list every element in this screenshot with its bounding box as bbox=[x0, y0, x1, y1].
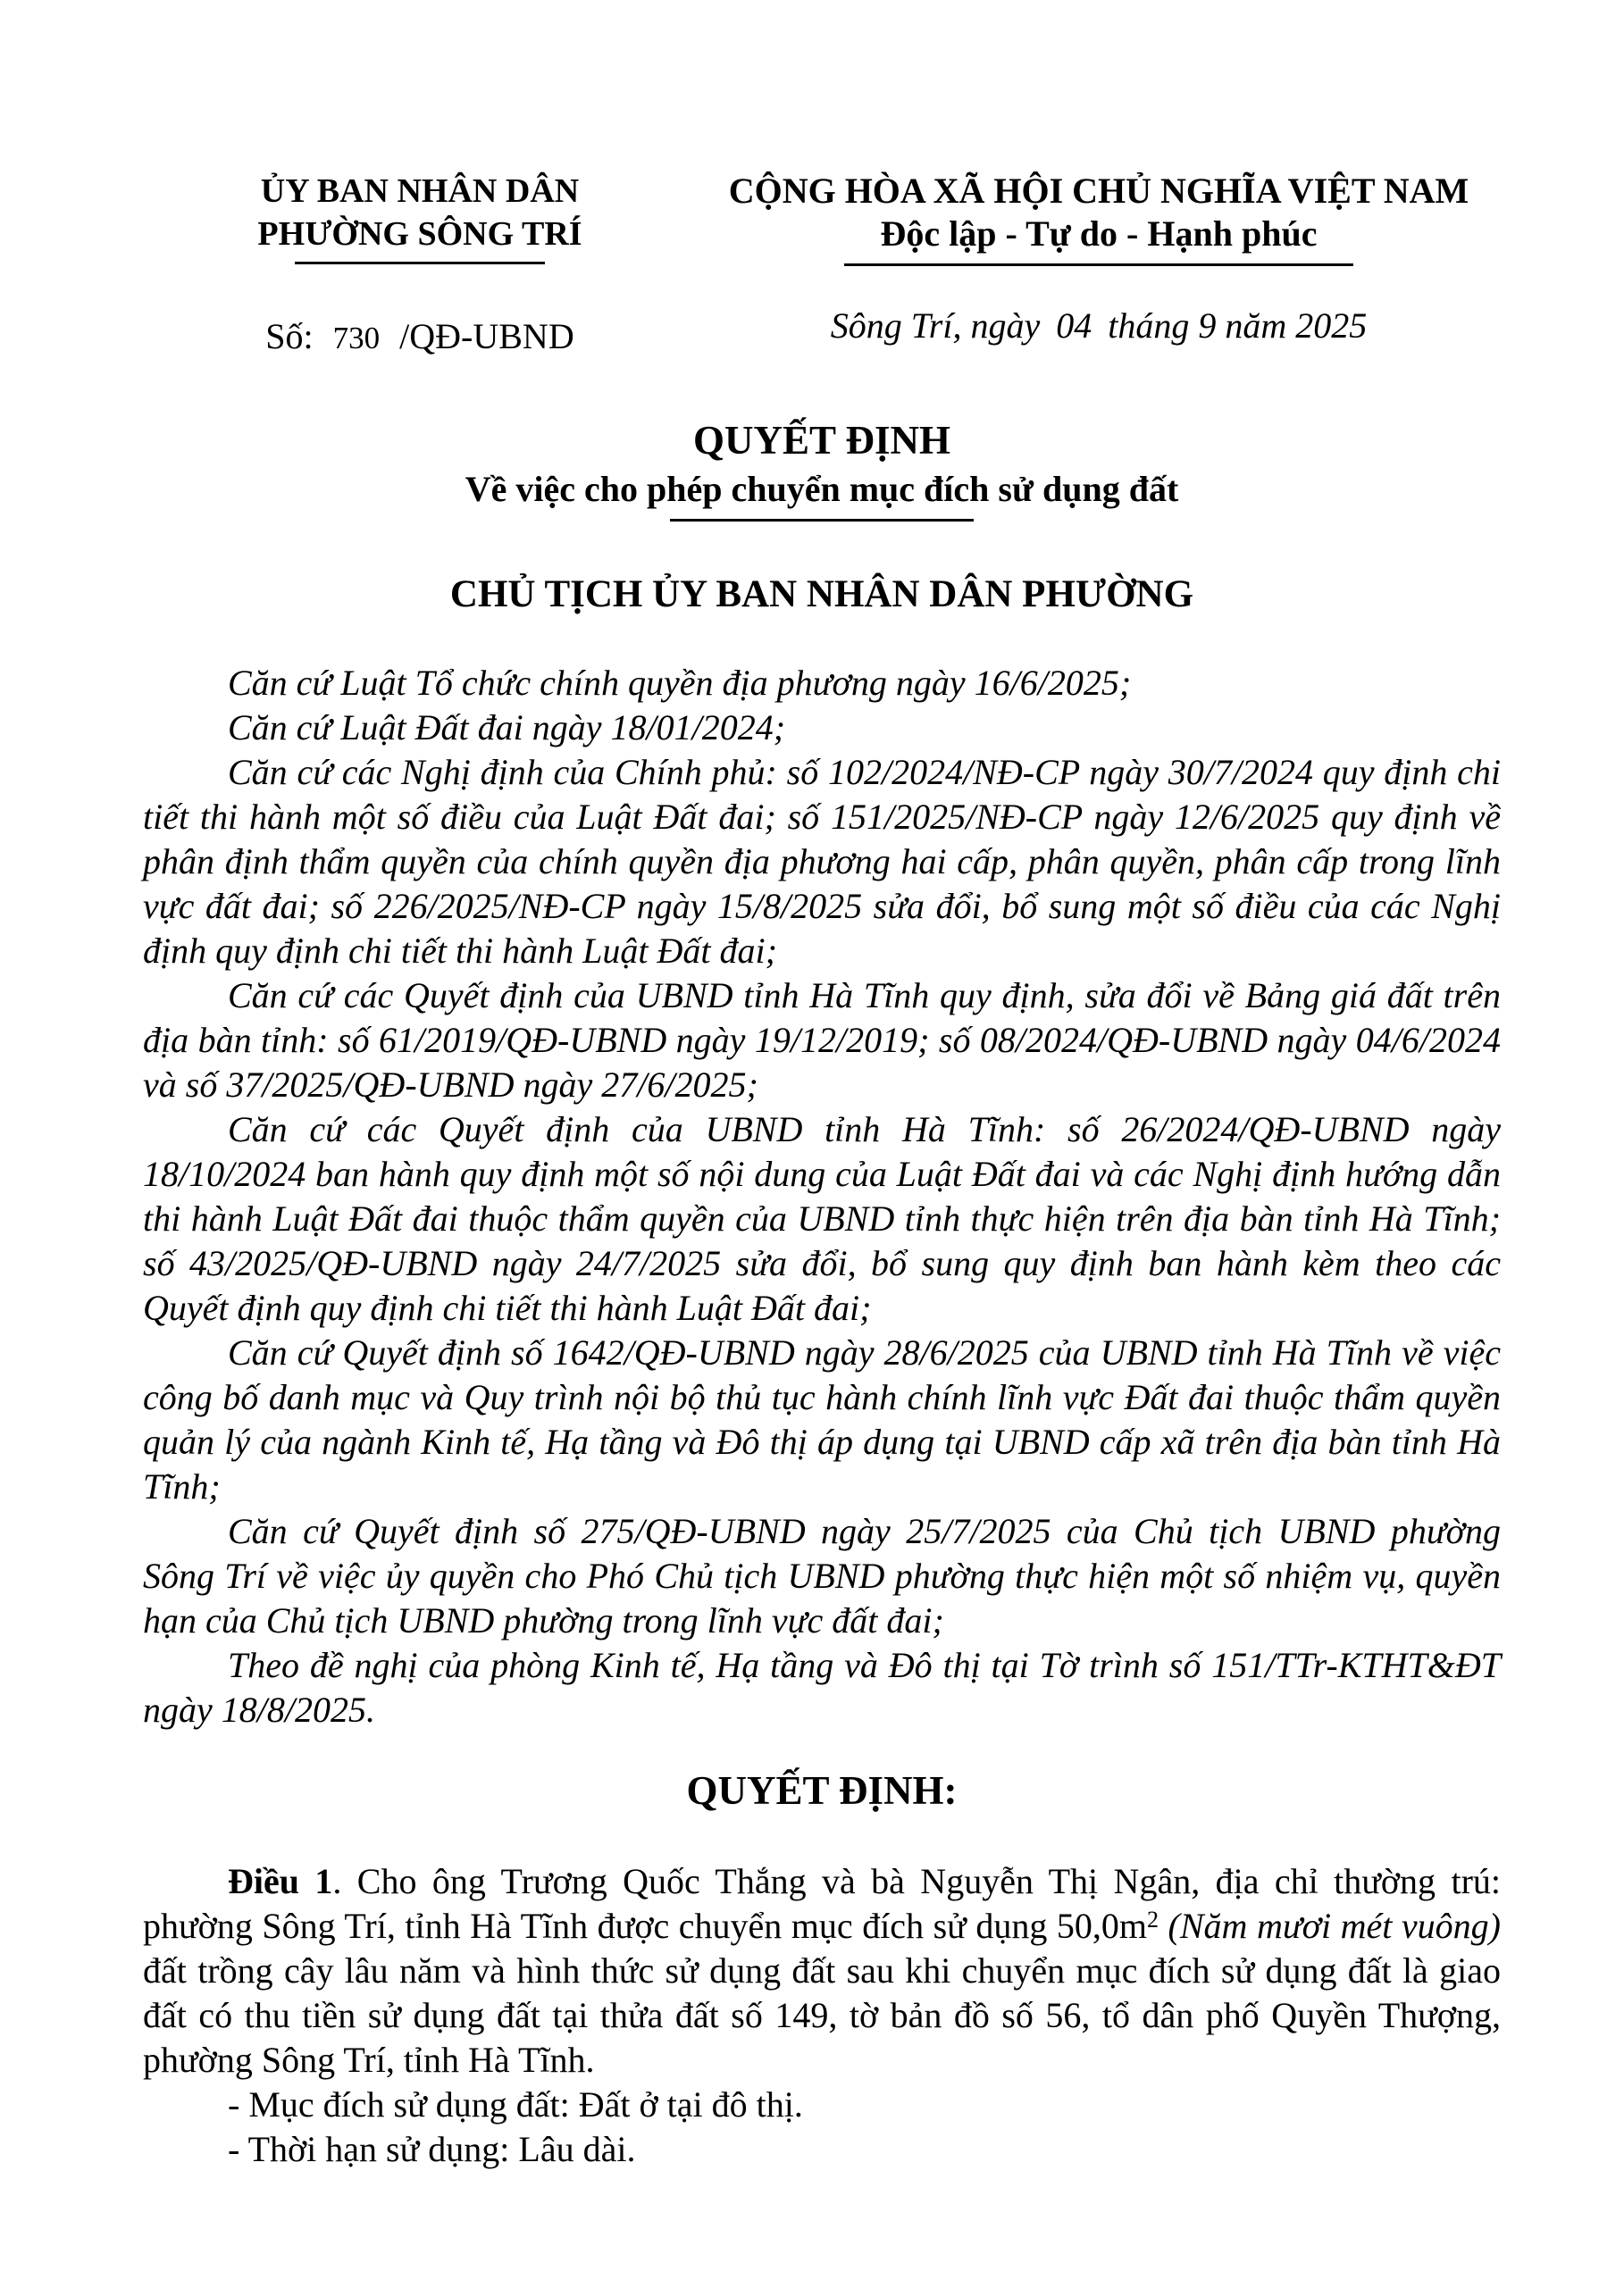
recital-paragraph: Căn cứ các Nghị định của Chính phủ: số 102/2024/NĐ-CP ngày 30/7/2024 quy định chi tiết thi hành một số điều của Luật Đất đai; số 151/2025/NĐ-CP ngày 12/6/2025 quy định về phân định thẩm quyền của chính quyền địa phương hai cấp, phân quyền, phân cấp trong lĩnh vực đất đai; số 226/2025/NĐ-CP ngày 15/8/2025 sửa đổi, bổ sung một số điều của các Nghị định quy định chi tiết thi hành Luật Đất đai; bbox=[143, 752, 1501, 971]
issuing-org-unit: PHƯỜNG SÔNG TRÍ bbox=[257, 215, 582, 253]
doc-number-value: 730 bbox=[332, 321, 381, 355]
doc-number-line bbox=[143, 314, 697, 361]
area-in-words: (Năm mươi mét vuông) bbox=[1159, 1906, 1501, 1946]
recital-paragraph: Căn cứ Quyết định số 1642/QĐ-UBND ngày 28/6/2025 của UBND tỉnh Hà Tĩnh về việc công bố danh mục và Quy trình nội bộ thủ tục hành chính lĩnh vực Đất đai thuộc thẩm quyền quản lý của ngành Kinh tế, Hạ tầng và Đô thị áp dụng tại UBND cấp xã trên địa bàn tỉnh Hà Tĩnh; bbox=[143, 1332, 1501, 1507]
recitals-section bbox=[143, 661, 1501, 1732]
national-motto: Độc lập - Tự do - Hạnh phúc bbox=[880, 213, 1318, 254]
document-header bbox=[143, 170, 1501, 361]
article-1-text-2: đất trồng cây lâu năm và hình thức sử dụng đất sau khi chuyển mục đích sử dụng đất là giao đất có thu tiền sử dụng đất tại thửa đất số 149, tờ bản đồ số 56, tổ dân phố Quyền Thượng, phường Sông Trí, tỉnh Hà Tĩnh. bbox=[143, 1950, 1501, 2080]
subject-underline-rule bbox=[670, 519, 974, 522]
place-date-line bbox=[697, 304, 1501, 348]
doc-number-label: Số: bbox=[265, 316, 314, 356]
article-1-label: Điều 1 bbox=[228, 1861, 333, 1901]
national-motto-block bbox=[697, 170, 1501, 361]
issuing-org-name: ỦY BAN NHÂN DÂN bbox=[260, 172, 580, 210]
motto-underline-rule bbox=[844, 263, 1353, 266]
decision-heading: QUYẾT ĐỊNH: bbox=[686, 1768, 958, 1813]
recital-paragraph: Theo đề nghị của phòng Kinh tế, Hạ tầng và Đô thị tại Tờ trình số 151/TTr-KTHT&ĐT ngày 18/8/2025. bbox=[143, 1645, 1501, 1730]
recital-paragraph: Căn cứ Luật Tổ chức chính quyền địa phương ngày 16/6/2025; bbox=[228, 663, 1132, 703]
article-1-paragraph bbox=[143, 1859, 1501, 2083]
land-use-purpose-line: - Mục đích sử dụng đất: Đất ở tại đô thị. bbox=[228, 2084, 803, 2125]
national-header: CỘNG HÒA XÃ HỘI CHỦ NGHĨA VIỆT NAM bbox=[728, 171, 1469, 211]
recital-paragraph: Căn cứ các Quyết định của UBND tỉnh Hà Tĩnh quy định, sửa đổi về Bảng giá đất trên địa bàn tỉnh: số 61/2019/QĐ-UBND ngày 19/12/2019; số 08/2024/QĐ-UBND ngày 04/6/2024 và số 37/2025/QĐ-UBND ngày 27/6/2025; bbox=[143, 975, 1501, 1105]
article-1-text-1: . Cho ông Trương Quốc Thắng và bà Nguyễn Thị Ngân, địa chỉ thường trú: phường Sông Trí, tỉnh Hà Tĩnh được chuyển mục đích sử dụng 50,0m bbox=[143, 1861, 1502, 1946]
issuing-authority-title: CHỦ TỊCH ỦY BAN NHÂN DÂN PHƯỜNG bbox=[449, 573, 1194, 615]
recital-paragraph: Căn cứ các Quyết định của UBND tỉnh Hà Tĩnh: số 26/2024/QĐ-UBND ngày 18/10/2024 ban hành quy định một số nội dung của Luật Đất đai và các Nghị định hướng dẫn thi hành Luật Đất đai thuộc thẩm quyền của UBND tỉnh thực hiện trên địa bàn tỉnh Hà Tĩnh; số 43/2025/QĐ-UBND ngày 24/7/2025 sửa đổi, bổ sung quy định ban hành kèm theo các Quyết định quy định chi tiết thi hành Luật Đất đai; bbox=[143, 1109, 1501, 1328]
place-date-prefix: Sông Trí, ngày bbox=[830, 305, 1041, 346]
recital-paragraph: Căn cứ Quyết định số 275/QĐ-UBND ngày 25/7/2025 của Chủ tịch UBND phường Sông Trí về việc ủy quyền cho Phó Chủ tịch UBND phường thực hiện một số nhiệm vụ, quyền hạn của Chủ tịch UBND phường trong lĩnh vực đất đai; bbox=[143, 1511, 1501, 1641]
area-superscript: 2 bbox=[1147, 1907, 1159, 1933]
issuing-org-block bbox=[143, 170, 697, 361]
place-date-suffix: tháng 9 năm 2025 bbox=[1108, 305, 1368, 346]
recital-paragraph: Căn cứ Luật Đất đai ngày 18/01/2024; bbox=[228, 707, 786, 747]
land-use-term-line: - Thời hạn sử dụng: Lâu dài. bbox=[228, 2129, 636, 2169]
org-underline-rule bbox=[295, 262, 545, 264]
doc-number-suffix: /QĐ-UBND bbox=[399, 316, 574, 356]
decision-title: QUYẾT ĐỊNH bbox=[693, 418, 950, 463]
title-block bbox=[143, 416, 1501, 618]
date-day-value: 04 bbox=[1056, 305, 1092, 346]
decision-subject: Về việc cho phép chuyển mục đích sử dụng đất bbox=[465, 469, 1179, 509]
